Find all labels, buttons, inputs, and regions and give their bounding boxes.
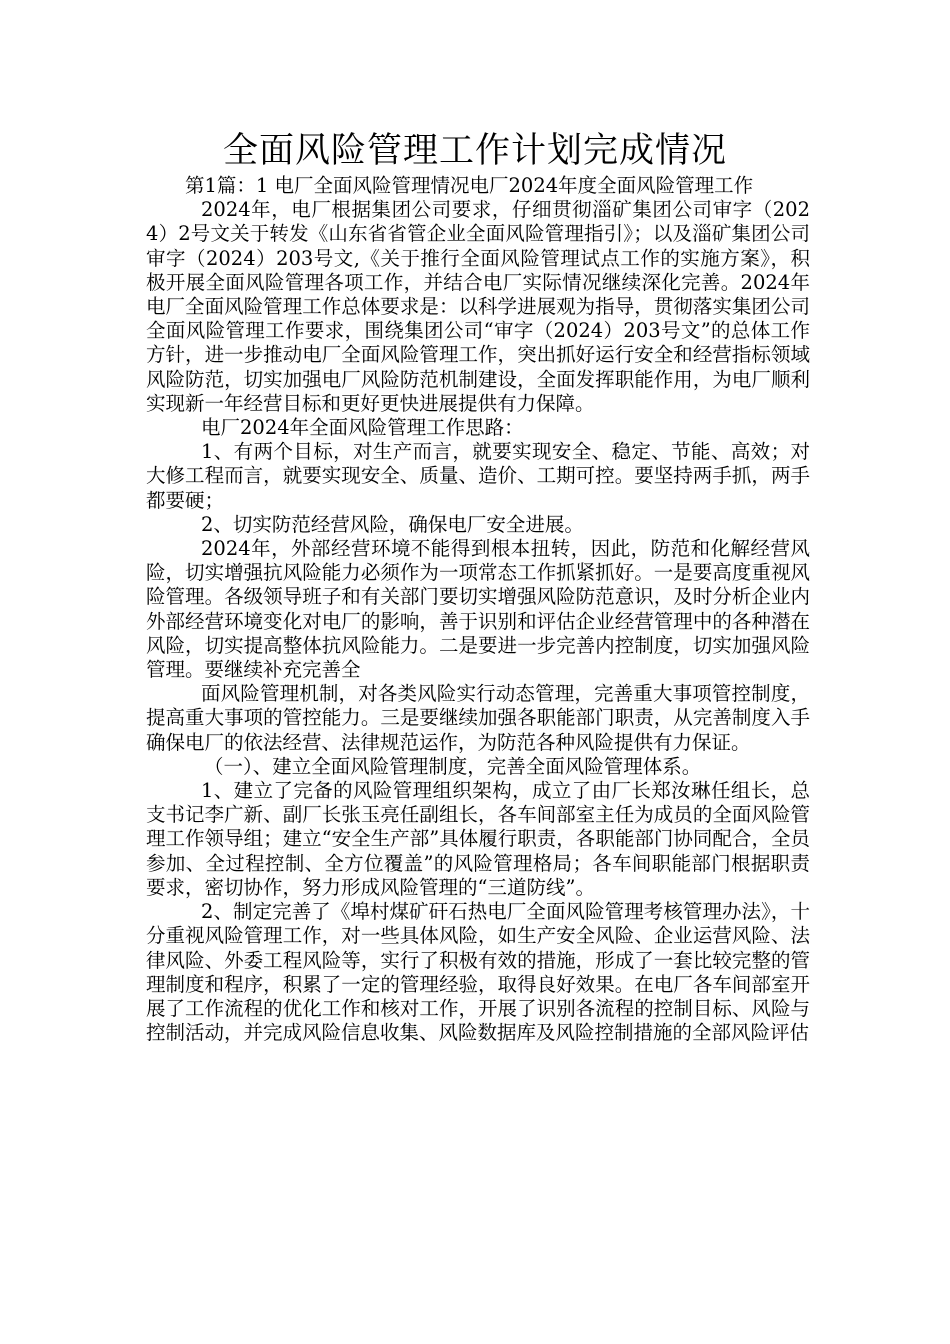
paragraph-organization: 1、建立了完备的风险管理组织架构，成立了由厂长郑汝琳任组长，总支书记李广新、副厂长张玉亮任副组长，各车间部室主任为成员的全面风险管理工作领导组；建立“安全生产部”具体履行职责，各职能部门协同配合，全员参加、全过程控制、全方位覆盖”的风险管理格局；各车间职能部门根据职责要求，密切协作，努力形成风险管理的“三道防线”。	[146, 779, 810, 899]
paragraph-overview: 2024年，电厂根据集团公司要求，仔细贯彻淄矿集团公司审字（2024）2号文关于转发《山东省省管企业全面风险管理指引》；以及淄矿集团公司审字（2024）203号文,《关于推行全面风险管理试点工作的实施方案》，积极开展全面风险管理各项工作，并结合电厂实际情况继续深化完善。2024年电厂全面风险管理工作总体要求是：以科学进展观为指导，贯彻落实集团公司全面风险管理工作要求，围绕集团公司“审字（2024）203号文”的总体工作方针，进一步推动电厂全面风险管理工作，突出抓好运行安全和经营指标领域风险防范，切实加强电厂风险防范机制建设，全面发挥职能作用，为电厂顺利实现新一年经营目标和更好更快进展提供有力保障。	[146, 198, 810, 415]
document-title: 全面风险管理工作计划完成情况	[222, 131, 727, 171]
paragraph-work-approach-heading: 电厂2024年全面风险管理工作思路：	[201, 416, 524, 440]
section-heading-1: （一）、建立全面风险管理制度，完善全面风险管理体系。	[204, 754, 702, 778]
document-body	[146, 174, 810, 1045]
paragraph-item-1: 1、有两个目标，对生产而言，就要实现安全、稳定、节能、高效；对大修工程而言，就要实现安全、质量、造价、工期可控。要坚持两手抓，两手都要硬；	[146, 440, 810, 512]
paragraph-risk-mechanism: 面风险管理机制，对各类风险实行动态管理，完善重大事项管控制度，提高重大事项的管控能力。三是要继续加强各职能部门职责，从完善制度入手确保电厂的依法经营、法律规范运作，为防范各种风险提供有力保证。	[146, 682, 810, 754]
paragraph-operating-risk: 2024年，外部经营环境不能得到根本扭转，因此，防范和化解经营风险，切实增强抗风险能力必须作为一项常态工作抓紧抓好。一是要高度重视风险管理。各级领导班子和有关部门要切实增强风险防范意识，及时分析企业内外部经营环境变化对电厂的影响，善于识别和评估企业经营管理中的各种潜在风险，切实提高整体抗风险能力。二是要进一步完善内控制度，切实加强风险管理。要继续补充完善全	[146, 537, 810, 682]
paragraph-item-2: 2、切实防范经营风险，确保电厂安全进展。	[201, 512, 584, 536]
paragraph-article-heading: 第1篇：1 电厂全面风险管理情况电厂2024年度全面风险管理工作	[185, 174, 754, 197]
paragraph-regulations: 2、制定完善了《埠村煤矿矸石热电厂全面风险管理考核管理办法》，十分重视风险管理工作，对一些具体风险，如生产安全风险、企业运营风险、法律风险、外委工程风险等，实行了积极有效的措施，形成了一套比较完整的管理制度和程序，积累了一定的管理经验，取得良好效果。在电厂各车间部室开展了工作流程的优化工作和核对工作，开展了识别各流程的控制目标、风险与控制活动，并完成风险信息收集、风险数据库及风险控制措施的全部风险评估	[146, 900, 810, 1045]
